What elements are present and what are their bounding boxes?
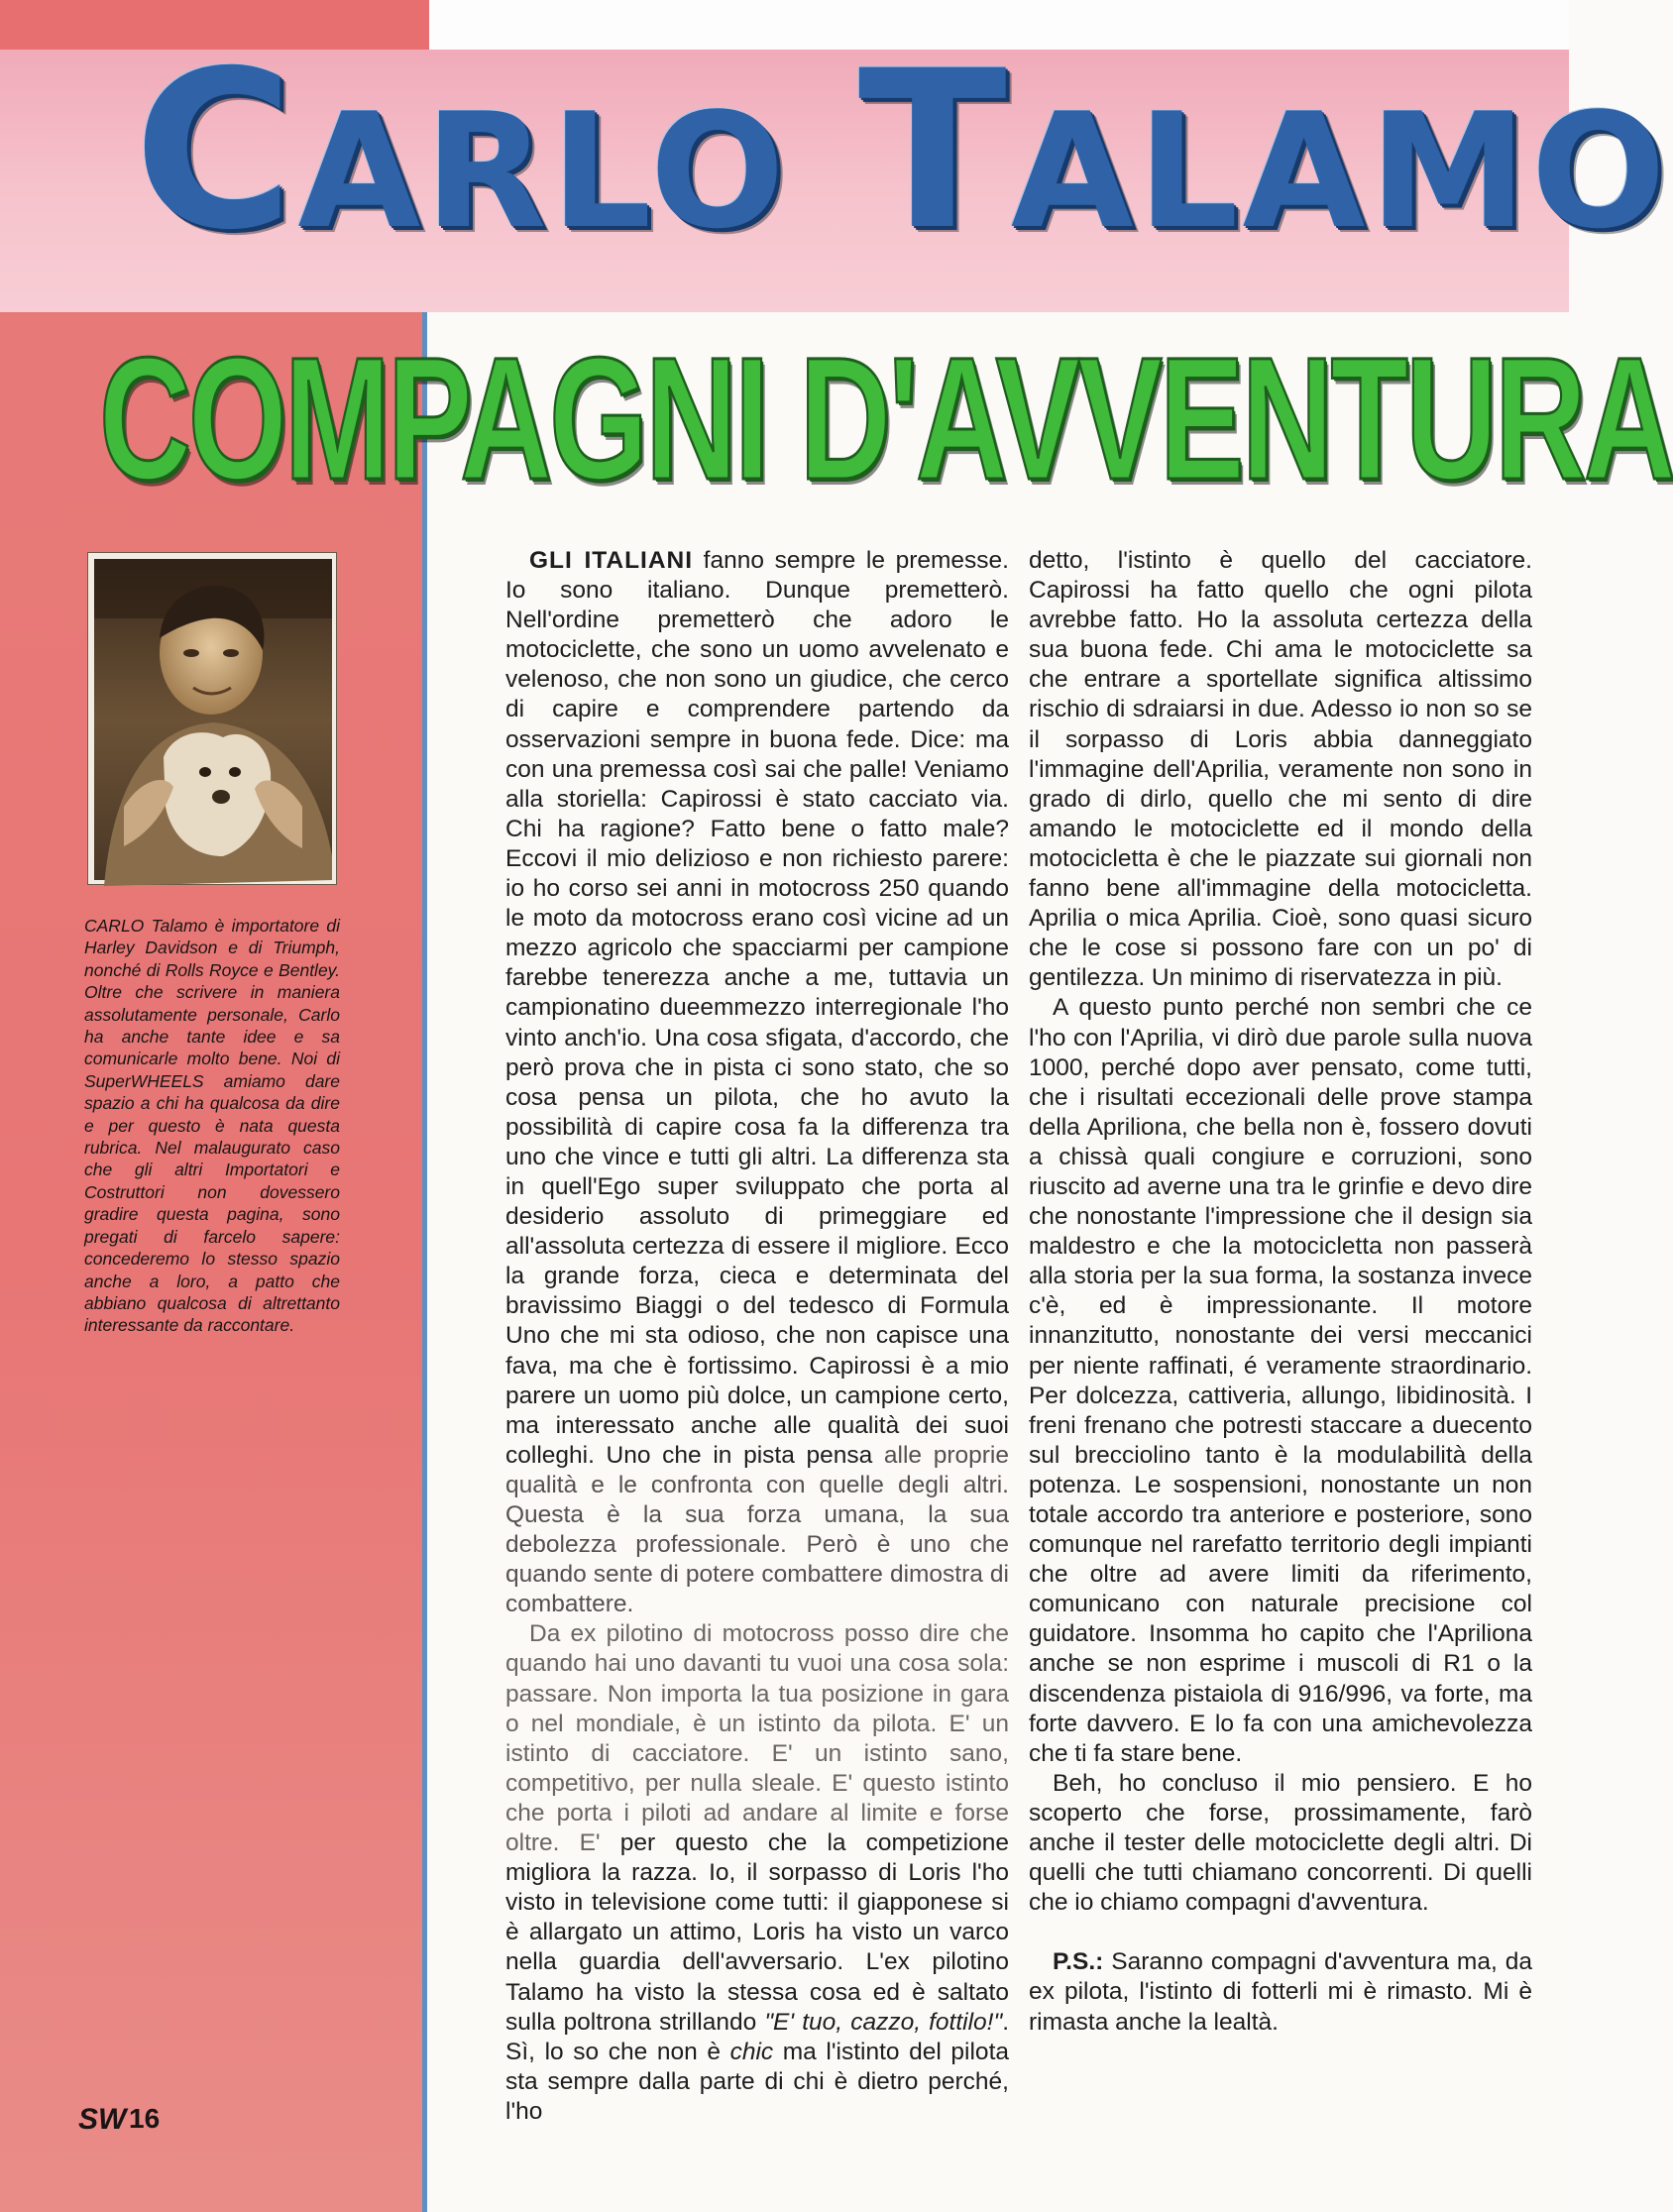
page-folio (77, 2099, 196, 2139)
article-paragraph-2-end: ma l'istinto del pilota sta sempre dalla parte di chi è dietro perché, l'ho (505, 2038, 1009, 2125)
article-paragraph-2-text: per questo che la competizione migliora la razza. Io, il sorpasso di Loris l'ho visto in televisione come tutti: il giapponese si è allargato un attimo, Loris ha visto un varco nella guardia dell'avversario. L'ex pilotino Talamo ha visto la stessa cosa ed è saltato sulla poltrona strillando (505, 1829, 1009, 2036)
article-paragraph-4: A questo punto perché non sembri che ce l'ho con l'Aprilia, vi dirò due parole sulla nuova 1000, perché dopo aver pensato, come tutti, che i risultati eccezionali delle prove stampa della Apriliona, che bella non è, fossero dovuti a chissà quali congiure e corruzioni, sono riuscito ad averne una tra le grinfie e devo dire che nonostante l'impressione che il design sia maldestro e che la motocicletta non passerà alla storia per la sua forma, la sostanza invece c'è, ed è impressionante. Il motore innanzitutto, nonostante dei versi meccanici per niente raffinati, é veramente straordinario. Per dolcezza, cattiveria, allungo, libidinosità. I freni frenano che potresti staccare a duecento sul brecciolino tanto è la modulabilità della potenza. Le sospensioni, nonostante un non totale accordo tra anteriore e posteriore, sono comunque nel rarefatto territorio degli impianti che oltre ad avere limiti da riferimento, comunicano con naturale precisione col guidatore. Insomma ho capito che l'Apriliona anche se non esprime i muscoli di R1 o la discendenza pistaiola di 916/996, va forte, ma forte davvero. E lo fa con una amichevolezza che ti fa stare bene. (1029, 994, 1532, 1767)
author-last-initial: T (857, 24, 1011, 277)
superwheels-logo-icon (77, 2101, 125, 2135)
author-last-rest: ALAMO (1010, 78, 1670, 264)
article-paragraph-1-faded-text: alle proprie qualità e le confronta con quelle degli altri. Questa è la sua forza umana, la sua debolezza professionale. Però è uno che quando sente di potere combattere dimostra di combattere. (505, 1441, 1009, 1618)
article-column-1 (505, 546, 1009, 2125)
author-first-rest: ARLO (297, 78, 789, 264)
article-paragraph-2-faded-text: Da ex pilotino di motocross posso dire che quando hai uno davanti tu vuoi una cosa sola: passare. Non importa la tua posizione in gara o nel mondiale, è un istinto da pilota. E' un istinto di cacciatore. E' un istinto sano, competitivo, per nulla sleale. E' questo istinto che porta i piloti ad andare al limite e forse oltre. E' (505, 1620, 1009, 1857)
article-column-2 (1029, 546, 1532, 2122)
article-paragraph-1 (505, 546, 1009, 1619)
article-paragraph-1-text: fanno sempre le premesse. Io sono italiano. Dunque premetterò. Nell'ordine premetterò che adoro le motociclette, che sono un uomo avvelenato e velenoso, che non sono un giudice, che cerco di capire e comprendere partendo da osservazioni sempre in buona fede. Dice: ma con una premessa così sai che palle! Veniamo alla storiella: Capirossi è stato cacciato via. Chi ha ragione? Fatto bene o fatto male? Eccovi il mio delizioso e non richiesto parere: io ho corso sei anni in motocross 250 quando le moto da motocross erano così vicine ad un mezzo agricolo che spacciarmi per campione farebbe tenerezza anche a me, tuttavia un campionatino dueemmezzo interregionale l'ho vinto anch'io. Una cosa sfigata, d'accordo, che però prova che in pista ci sono stato, che so cosa pensa un pilota, che ho avuto la possibilità di capire cosa fa la differenza tra uno che vince e tutti gli altri. La differenza sta in quell'Ego super sviluppato che porta al desiderio assoluto di primeggiare ed all'assoluta certezza di essere il migliore. Ecco la grande forza, cieca e determinata del bravissimo Biaggi o del tedesco di Formula Uno che mi sta odioso, che non capisce una fava, ma che è fortissimo. Capirossi è a mio parere un uomo più dolce, un campione certo, ma interessato anche alle qualità dei suoi colleghi. Uno che in pista pensa (505, 547, 1009, 1469)
article-lead-in: GLI ITALIANI (529, 547, 694, 574)
article-paragraph-5: Beh, ho concluso il mio pensiero. E ho scoperto che forse, prossimamente, farò anche il tester delle motociclette degli altri. Di quelli che tutti chiamano concorrenti. Di quelli che io chiamo compagni d'avventura. (1029, 1769, 1532, 1917)
article-paragraph-3: detto, l'istinto è quello del cacciatore. Capirossi ha fatto quello che ogni pilota avrebbe fatto. Ho la assoluta certezza della sua buona fede. Chi ama le motociclette sa che entrare a sportellate significa altissimo rischio di sdraiarsi in due. Adesso io non so se il sorpasso di Loris abbia danneggiato l'immagine dell'Aprilia, veramente non sono in grado di dirlo, quello che mi sento di dire amando le motociclette ed il mondo della motocicletta è che le piazzate sui giornali non fanno bene all'immagine della motocicletta. Aprilia o mica Aprilia. Cioè, sono quasi sicuro che le cose si possono fare con un po' di gentilezza. Un minimo di riservatezza in più. (1029, 547, 1532, 992)
column-title: COMPAGNI D'AVVENTURA (99, 322, 1673, 516)
postscript-text: Saranno compagni d'avventura ma, da ex pilota, l'istinto di fotterli mi è rimasto. Mi è rimasta anche la lealtà. (1029, 1948, 1532, 2036)
author-caption: CARLO Talamo è importatore di Harley Davidson e di Triumph, nonché di Rolls Royce e Bentley. Oltre che scrivere in maniera assolutamente personale, Carlo ha anche tante idee e sa comunicarle molto bene. Noi di SuperWHEELS amiamo dare spazio a chi ha qualcosa da dire e per questo è nata questa rubrica. Nel malaugurato caso che gli altri Importatori e Costruttori non dovessero gradire questa pagina, sono pregati di farcelo sapere: concederemo lo stesso spazio anche a loro, a patto che abbiano qualcosa di altrettanto interessante da raccontare. (84, 916, 340, 1336)
article-paragraph-2 (505, 1619, 1009, 2127)
article-chic-word: chic (729, 2038, 774, 2065)
article-postscript (1029, 1947, 1532, 2037)
author-photo (87, 552, 337, 885)
author-first-initial: C (134, 24, 298, 277)
postscript-label: P.S.: (1053, 1948, 1104, 1976)
article-paragraph-2-mid: . Sì, lo so che non è (505, 2008, 1009, 2065)
article-quote: "E' tuo, cazzo, fottilo!" (764, 2008, 1003, 2036)
folio-logo-text: SW (78, 2103, 127, 2136)
author-name-title (134, 24, 1670, 299)
author-photo-image (94, 559, 332, 880)
page-number: 16 (129, 2103, 161, 2134)
